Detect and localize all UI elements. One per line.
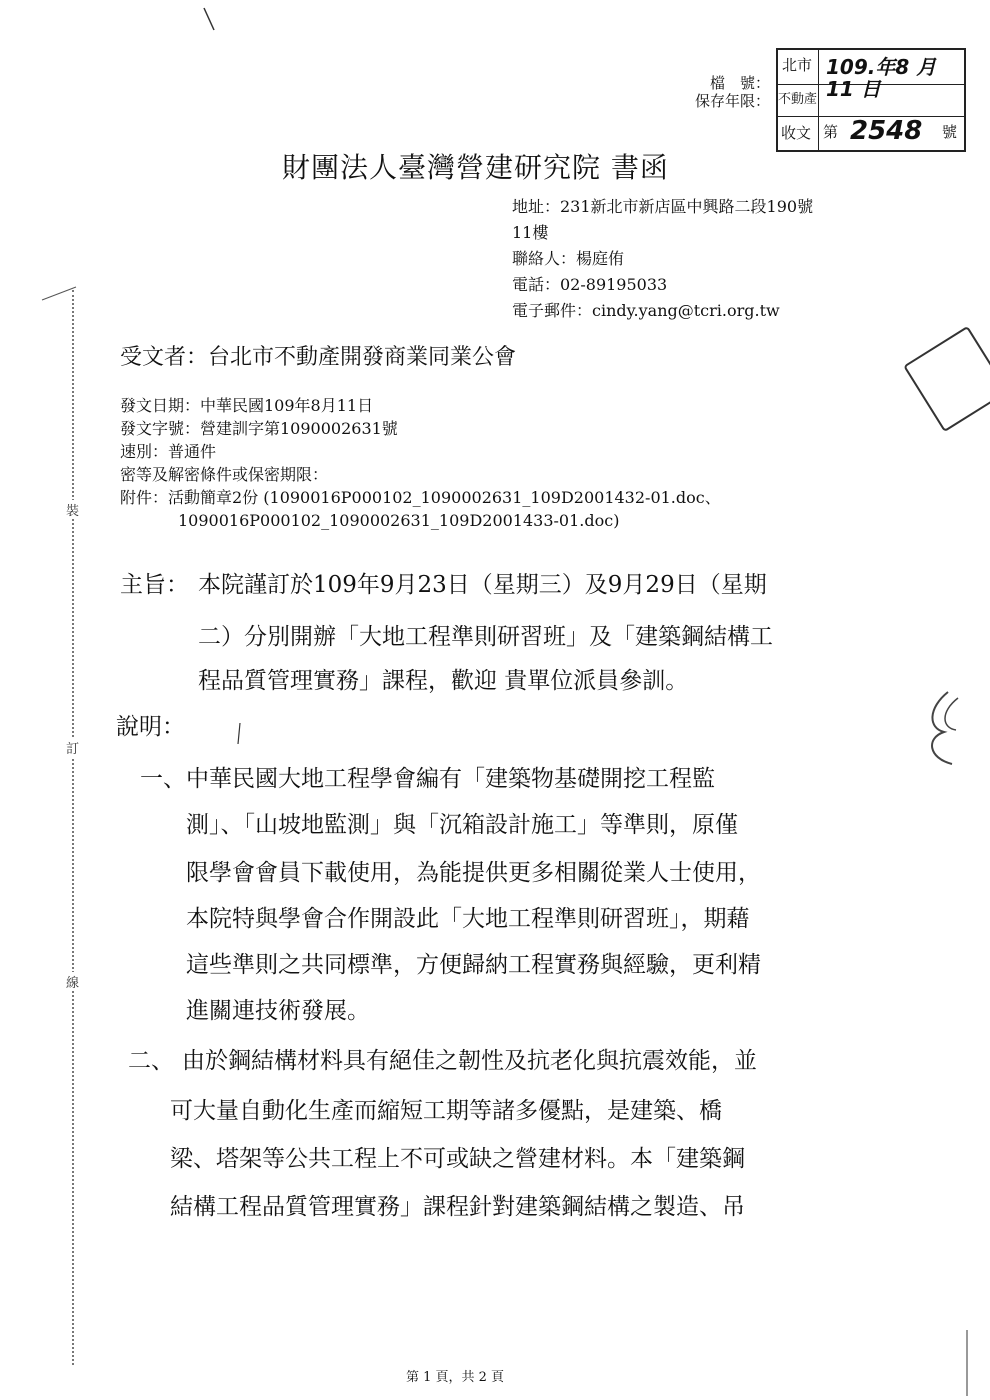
- subject-label: 主旨：: [120, 572, 189, 598]
- page-footer: 第 1 頁，共 2 頁: [405, 1370, 505, 1385]
- binding-char: 線: [66, 972, 79, 991]
- item-2-line: 可大量自動化生產而縮短工期等諸多優點，是建築、橋: [170, 1098, 722, 1124]
- subject-line-2: 二）分別開辦「大地工程準則研習班」及「建築鋼結構工: [198, 624, 773, 650]
- binding-line: [72, 290, 74, 1365]
- secrecy-level: 密等及解密條件或保密期限：: [120, 465, 329, 484]
- edge-line: [966, 1330, 968, 1396]
- item-1-line: 進關連技術發展。: [186, 998, 370, 1024]
- stamp-left-mid: 不動產: [778, 92, 818, 107]
- speed-class: 速別：普通件: [120, 442, 217, 461]
- explanation-label: 說明：: [116, 714, 185, 740]
- stamp-num-suffix: 號: [942, 123, 958, 141]
- file-no-label: 檔 號：: [709, 74, 770, 92]
- item-2-line: 梁、塔架等公共工程上不可或缺之營建材料。本「建築鋼: [170, 1146, 745, 1172]
- recipient: 受文者：台北市不動產開發商業同業公會: [120, 345, 517, 370]
- stamp-left-top: 北市: [782, 56, 813, 74]
- item-2-line: 結構工程品質管理實務」課程針對建築鋼結構之製造、吊: [170, 1194, 745, 1220]
- scan-mark: [200, 6, 220, 32]
- binding-char: 裝: [66, 500, 79, 519]
- sender-address: 地址：231新北市新店區中興路二段190號: [512, 197, 814, 216]
- page-title: 財團法人臺灣營建研究院 書函: [282, 151, 669, 184]
- receipt-stamp: [776, 48, 966, 152]
- item-1-line: 中華民國大地工程學會編有「建築物基礎開挖工程監: [186, 766, 715, 792]
- item-1-line: 限學會會員下載使用，為能提供更多相關從業人士使用，: [186, 860, 761, 886]
- sender-address-2: 11樓: [512, 223, 549, 242]
- item-1-line: 這些準則之共同標準，方便歸納工程實務與經驗，更利精: [186, 952, 761, 978]
- subject-line-3: 程品質管理實務」課程，歡迎 貴單位派員參訓。: [198, 668, 689, 694]
- item-2-number: 二、: [128, 1048, 174, 1074]
- issue-date: 發文日期：中華民國109年8月11日: [120, 396, 374, 415]
- pen-mark: [234, 722, 244, 746]
- item-2-line: 由於鋼結構材料具有絕佳之韌性及抗老化與抗震效能，並: [182, 1048, 757, 1074]
- stamp-left-bottom: 收文: [781, 124, 812, 142]
- retention-label: 保存年限：: [694, 92, 770, 110]
- document-number: 發文字號：營建訓字第1090002631號: [120, 419, 398, 438]
- stamp-date: 109.年8 月11 日: [826, 55, 937, 101]
- sender-phone: 電話：02-89195033: [512, 275, 668, 294]
- attachment-line-2: 1090016P000102_1090002631_109D2001433-01.doc): [178, 511, 620, 530]
- stamp-num-prefix: 第: [823, 123, 839, 141]
- edge-stamp-fragment: [903, 326, 990, 432]
- item-1-line: 測」、「山坡地監測」與「沉箱設計施工」等準則，原僅: [186, 812, 738, 838]
- binding-char: 訂: [66, 738, 79, 757]
- attachment-line-1: 附件：活動簡章2份 (1090016P000102_1090002631_109D2001432-01.doc、: [120, 488, 721, 507]
- sender-info: [512, 194, 813, 324]
- sender-contact: 聯絡人：楊庭侑: [512, 249, 625, 268]
- stamp-number: 2548: [850, 116, 923, 146]
- sender-email: 電子郵件：cindy.yang@tcri.org.tw: [512, 301, 780, 320]
- item-1-line: 本院特與學會合作開設此「大地工程準則研習班」，期藉: [186, 906, 750, 932]
- edge-clip-mark: [918, 688, 968, 768]
- document-meta: [120, 394, 721, 532]
- file-labels: [690, 74, 770, 110]
- item-1-number: 一、: [140, 766, 186, 792]
- subject-line-1: 本院謹訂於109年9月23日（星期三）及9月29日（星期: [198, 572, 767, 598]
